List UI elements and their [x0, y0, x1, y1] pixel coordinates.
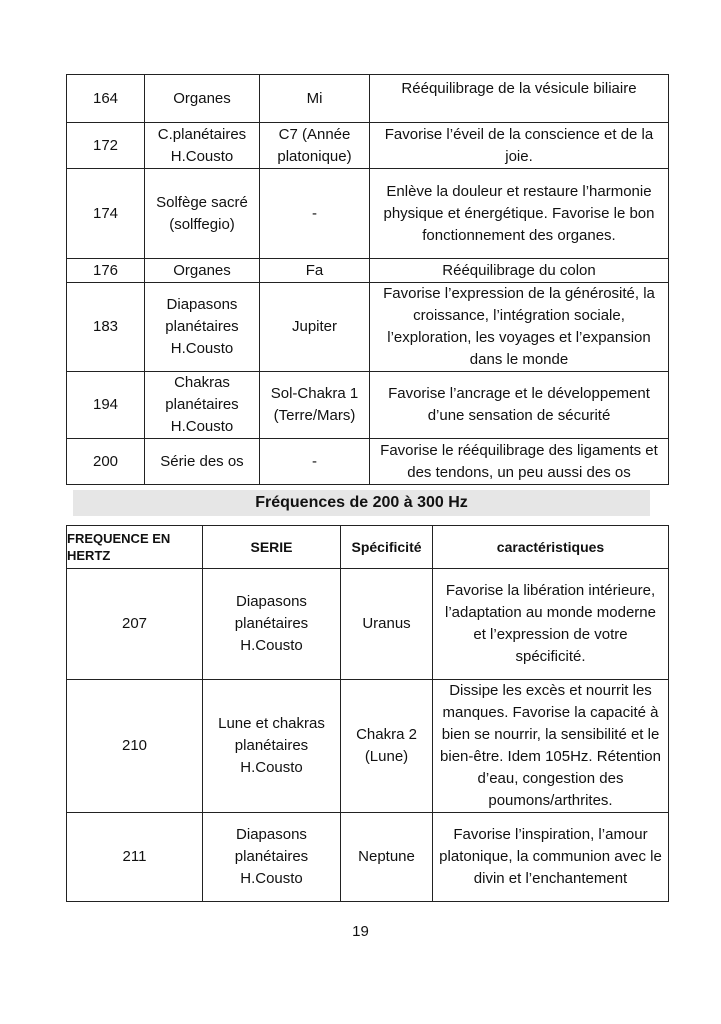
table-row — [67, 569, 669, 680]
serie-cell: Organes — [145, 75, 260, 123]
spec-cell: - — [260, 439, 370, 485]
serie-cell: Solfège sacré (solffegio) — [145, 169, 260, 259]
serie-cell: Diapasons planétaires H.Cousto — [203, 569, 341, 680]
freq-cell: 183 — [67, 283, 145, 372]
table-row — [67, 259, 669, 283]
table-row — [67, 283, 669, 372]
header-row — [67, 526, 669, 569]
freq-cell: 194 — [67, 372, 145, 439]
table-row — [67, 372, 669, 439]
spec-cell: Jupiter — [260, 283, 370, 372]
freq-cell: 172 — [67, 123, 145, 169]
table-row — [67, 169, 669, 259]
spec-cell: Uranus — [341, 569, 433, 680]
freq-cell: 174 — [67, 169, 145, 259]
spec-cell: Sol-Chakra 1 (Terre/Mars) — [260, 372, 370, 439]
spec-cell: Fa — [260, 259, 370, 283]
carac-cell: Enlève la douleur et restaure l’harmonie physique et énergétique. Favorise le bon fonctionnement des organes. — [370, 169, 669, 259]
freq-cell: 200 — [67, 439, 145, 485]
carac-cell: Favorise l’éveil de la conscience et de la joie. — [370, 123, 669, 169]
carac-cell: Dissipe les excès et nourrit les manques. Favorise la capacité à bien se nourrir, la sensibilité et le bien-être. Idem 105Hz. Rétention d’eau, congestion des poumons/arthrites. — [433, 680, 669, 813]
serie-cell: Série des os — [145, 439, 260, 485]
freq-cell: 211 — [67, 813, 203, 902]
carac-cell: Favorise la libération intérieure, l’adaptation au monde moderne et l’expression de votre spécificité. — [433, 569, 669, 680]
table-row — [67, 680, 669, 813]
carac-cell: Favorise l’ancrage et le développement d’une sensation de sécurité — [370, 372, 669, 439]
frequency-table-2 — [66, 525, 669, 902]
spec-cell: - — [260, 169, 370, 259]
freq-cell: 207 — [67, 569, 203, 680]
serie-cell: Diapasons planétaires H.Cousto — [203, 813, 341, 902]
serie-cell: C.planétaires H.Cousto — [145, 123, 260, 169]
header-caracteristiques: caractéristiques — [433, 526, 669, 569]
freq-cell: 210 — [67, 680, 203, 813]
freq-cell: 164 — [67, 75, 145, 123]
table-row — [67, 75, 669, 123]
serie-cell: Diapasons planétaires H.Cousto — [145, 283, 260, 372]
table-row — [67, 813, 669, 902]
section-title: Fréquences de 200 à 300 Hz — [73, 490, 650, 516]
freq-cell: 176 — [67, 259, 145, 283]
carac-cell: Favorise l’inspiration, l’amour platonique, la communion avec le divin et l’enchantement — [433, 813, 669, 902]
carac-cell: Rééquilibrage de la vésicule biliaire — [370, 75, 669, 123]
carac-cell: Rééquilibrage du colon — [370, 259, 669, 283]
spec-cell: C7 (Année platonique) — [260, 123, 370, 169]
spec-cell: Chakra 2 (Lune) — [341, 680, 433, 813]
header-specificite: Spécificité — [341, 526, 433, 569]
page-number: 19 — [352, 923, 369, 940]
serie-cell: Organes — [145, 259, 260, 283]
serie-cell: Lune et chakras planétaires H.Cousto — [203, 680, 341, 813]
table-row — [67, 439, 669, 485]
carac-cell: Favorise le rééquilibrage des ligaments et des tendons, un peu aussi des os — [370, 439, 669, 485]
frequency-table-1 — [66, 74, 669, 485]
header-serie: SERIE — [203, 526, 341, 569]
carac-cell: Favorise l’expression de la générosité, la croissance, l’intégration sociale, l’exploration, les voyages et l’expansion dans le monde — [370, 283, 669, 372]
header-frequence: FREQUENCE EN HERTZ — [67, 526, 203, 569]
table-row — [67, 123, 669, 169]
serie-cell: Chakras planétaires H.Cousto — [145, 372, 260, 439]
spec-cell: Neptune — [341, 813, 433, 902]
spec-cell: Mi — [260, 75, 370, 123]
